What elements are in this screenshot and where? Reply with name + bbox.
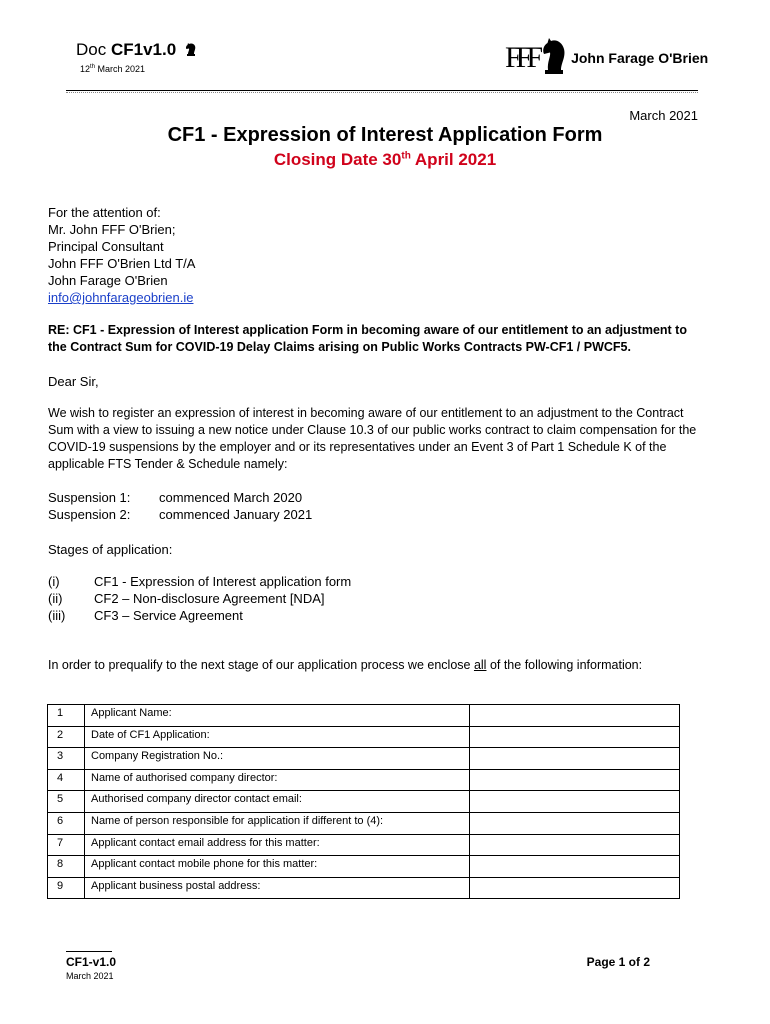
table-row: 2 Date of CF1 Application: bbox=[48, 726, 680, 748]
input-cell[interactable] bbox=[470, 791, 680, 813]
input-cell[interactable] bbox=[470, 748, 680, 770]
input-cell[interactable] bbox=[470, 856, 680, 878]
page-number: Page 1 of 2 bbox=[586, 955, 650, 969]
table-row: 9 Applicant business postal address: bbox=[48, 877, 680, 899]
closing-date: Closing Date 30th April 2021 bbox=[273, 150, 497, 169]
stages-heading: Stages of application: bbox=[48, 542, 173, 557]
doc-date: 12th March 2021 bbox=[80, 64, 146, 74]
footer-doc-id: CF1-v1.0 bbox=[66, 955, 117, 969]
letter-date: March 2021 bbox=[629, 108, 698, 123]
attention-line: John Farage O'Brien bbox=[48, 273, 168, 288]
page-title: CF1 - Expression of Interest Application Form bbox=[167, 124, 603, 146]
suspensions-list bbox=[48, 489, 312, 523]
input-cell[interactable] bbox=[470, 726, 680, 748]
doc-id bbox=[76, 40, 198, 62]
chess-knight-icon bbox=[184, 42, 198, 62]
logo-monogram: FFF bbox=[505, 41, 538, 74]
table-row: 4 Name of authorised company director: bbox=[48, 769, 680, 791]
table-row: 8 Applicant contact mobile phone for this matter: bbox=[48, 856, 680, 878]
email-link[interactable]: info@johnfarageobrien.ie bbox=[48, 290, 194, 305]
attention-line: John FFF O'Brien Ltd T/A bbox=[48, 256, 196, 271]
input-cell[interactable] bbox=[470, 877, 680, 899]
suspension-row: Suspension 2: commenced January 2021 bbox=[48, 507, 313, 522]
salutation: Dear Sir, bbox=[48, 374, 99, 389]
attention-block bbox=[48, 204, 195, 306]
doc-code: CF1v1.0 bbox=[110, 40, 177, 59]
table-row: 7 Applicant contact email address for this matter: bbox=[48, 834, 680, 856]
table-row: 5 Authorised company director contact email: bbox=[48, 791, 680, 813]
doc-prefix: Doc bbox=[76, 40, 107, 59]
attention-line: Mr. John FFF O'Brien; bbox=[48, 222, 176, 237]
body-paragraph: We wish to register an expression of interest in becoming aware of our entitlement to an adjustment to the Contract Sum with a view to issuing a new notice under Clause 10.3 of our public works contract to claim compensation for the COVID-19 suspensions by the employer and or its representatives under an Event 3 of Part 1 Schedule K of the applicable FTS Tender & Schedule namely: bbox=[48, 406, 697, 471]
prequal-text: In order to prequalify to the next stage of our application process we enclose all of the following information: bbox=[48, 658, 643, 672]
table-row: 3 Company Registration No.: bbox=[48, 748, 680, 770]
chess-knight-icon bbox=[541, 37, 567, 80]
stage-item: (i) CF1 - Expression of Interest application form bbox=[48, 574, 352, 589]
attention-line: Principal Consultant bbox=[48, 239, 164, 254]
input-cell[interactable] bbox=[470, 705, 680, 727]
attention-line: For the attention of: bbox=[48, 205, 161, 220]
re-line: RE: CF1 - Expression of Interest application Form in becoming aware of our entitlement to an adjustment to the Contract Sum for COVID-19 Delay Claims arising on Public Works Contracts PW-CF1 / PWCF5. bbox=[48, 323, 687, 354]
stage-item: (iii) CF3 – Service Agreement bbox=[48, 608, 243, 623]
application-info-table bbox=[47, 704, 680, 899]
input-cell[interactable] bbox=[470, 769, 680, 791]
table-row: 1 Applicant Name: bbox=[48, 705, 680, 727]
company-logo bbox=[505, 38, 708, 78]
logo-name: John Farage O'Brien bbox=[571, 50, 709, 66]
header-divider bbox=[66, 90, 698, 91]
suspension-row: Suspension 1: commenced March 2020 bbox=[48, 490, 303, 505]
input-cell[interactable] bbox=[470, 834, 680, 856]
stages-list bbox=[48, 573, 351, 624]
footer-divider bbox=[66, 951, 112, 952]
header-divider-dotted bbox=[66, 92, 698, 93]
input-cell[interactable] bbox=[470, 812, 680, 834]
stage-item: (ii) CF2 – Non-disclosure Agreement [NDA] bbox=[48, 591, 325, 606]
table-row: 6 Name of person responsible for application if different to (4): bbox=[48, 812, 680, 834]
footer-date: March 2021 bbox=[66, 971, 114, 981]
